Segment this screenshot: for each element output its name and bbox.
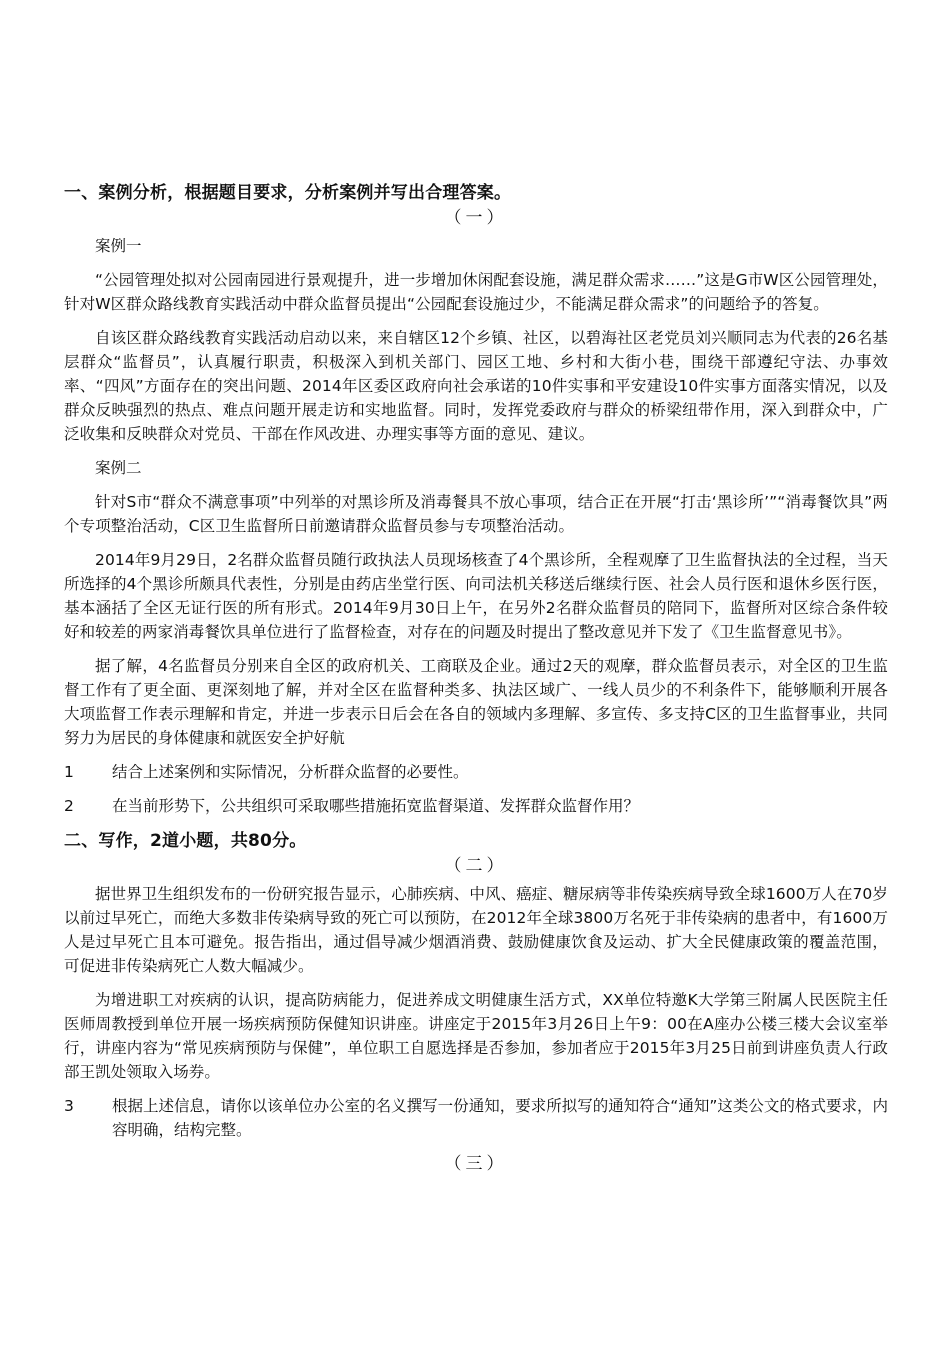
question-text: 根据上述信息，请你以该单位办公室的名义撰写一份通知，要求所拟写的通知符合“通知”这类公文的格式要求，内容明确，结构完整。 bbox=[112, 1097, 888, 1139]
question-number: 2 bbox=[64, 797, 74, 815]
question-1 bbox=[64, 760, 888, 784]
section-1-title: 一、案例分析，根据题目要求，分析案例并写出合理答案。 bbox=[64, 183, 512, 203]
question-3 bbox=[64, 1094, 888, 1142]
case-1-paragraph: 自该区群众路线教育实践活动启动以来，来自辖区12个乡镇、社区，以碧海社区老党员刘兴顺同志为代表的26名基层群众“监督员”，认真履行职责，积极深入到机关部门、园区工地、乡村和大街小巷，围绕干部遵纪守法、办事效率、“四风”方面存在的突出问题、2014年区委区政府向社会承诺的10件实事和平安建设10件实事方面落实情况，以及群众反映强烈的热点、难点问题开展走访和实地监督。同时，发挥党委政府与群众的桥梁纽带作用，深入到群众中，广泛收集和反映群众对党员、干部在作风改进、办理实事等方面的意见、建议。 bbox=[64, 329, 888, 443]
part-1-label: （一） bbox=[444, 208, 508, 228]
question-text: 结合上述案例和实际情况，分析群众监督的必要性。 bbox=[112, 763, 469, 781]
part-3-label: （三） bbox=[444, 1154, 508, 1174]
case-2-paragraph: 2014年9月29日，2名群众监督员随行政执法人员现场核查了4个黑诊所，全程观摩了卫生监督执法的全过程，当天所选择的4个黑诊所颇具代表性，分别是由药店坐堂行医、向司法机关移送后继续行医、社会人员行医和退休乡医行医，基本涵括了全区无证行医的所有形式。2014年9月30日上午，在另外2名群众监督员的陪同下，监督所对区综合条件较好和较差的两家消毒餐饮具单位进行了监督检查，对存在的问题及时提出了整改意见并下发了《卫生监督意见书》。 bbox=[64, 551, 888, 641]
part-2-label: （二） bbox=[444, 856, 508, 876]
question-number: 3 bbox=[64, 1097, 74, 1115]
document-page bbox=[64, 180, 888, 1180]
case-2-paragraph: 针对S市“群众不满意事项”中列举的对黑诊所及消毒餐具不放心事项，结合正在开展“打击‘黑诊所’”“消毒餐饮具”两个专项整治活动，C区卫生监督所日前邀请群众监督员参与专项整治活动。 bbox=[64, 493, 888, 535]
case-2-label: 案例二 bbox=[95, 459, 142, 477]
case-1-label: 案例一 bbox=[95, 237, 142, 255]
case-2-paragraph: 据了解，4名监督员分别来自全区的政府机关、工商联及企业。通过2天的观摩，群众监督员表示，对全区的卫生监督工作有了更全面、更深刻地了解，并对全区在监督种类多、执法区域广、一线人员少的不利条件下，能够顺利开展各大项监督工作表示理解和肯定，并进一步表示日后会在各自的领域内多理解、多宣传、多支持C区的卫生监督事业，共同努力为居民的身体健康和就医安全护好航 bbox=[64, 657, 888, 747]
writing-paragraph: 据世界卫生组织发布的一份研究报告显示，心肺疾病、中风、癌症、糖尿病等非传染疾病导致全球1600万人在70岁以前过早死亡，而绝大多数非传染病导致的死亡可以预防，在2012年全球3800万名死于非传染病的患者中，有1600万人是过早死亡且本可避免。报告指出，通过倡导减少烟酒消费、鼓励健康饮食及运动、扩大全民健康政策的覆盖范围，可促进非传染病死亡人数大幅减少。 bbox=[64, 885, 888, 975]
question-2 bbox=[64, 794, 888, 818]
section-2-title: 二、写作，2道小题，共80分。 bbox=[64, 831, 307, 851]
case-1-paragraph: “公园管理处拟对公园南园进行景观提升，进一步增加休闲配套设施，满足群众需求……”这是G市W区公园管理处，针对W区群众路线教育实践活动中群众监督员提出“公园配套设施过少，不能满足群众需求”的问题给予的答复。 bbox=[64, 271, 888, 313]
writing-paragraph: 为增进职工对疾病的认识，提高防病能力，促进养成文明健康生活方式，XX单位特邀K大学第三附属人民医院主任医师周教授到单位开展一场疾病预防保健知识讲座。讲座定于2015年3月26日上午9：00在A座办公楼三楼大会议室举行，讲座内容为“常见疾病预防与保健”，单位职工自愿选择是否参加，参加者应于2015年3月25日前到讲座负责人行政部王凯处领取入场券。 bbox=[64, 991, 888, 1081]
question-number: 1 bbox=[64, 763, 74, 781]
question-text: 在当前形势下，公共组织可采取哪些措施拓宽监督渠道、发挥群众监督作用？ bbox=[112, 797, 640, 815]
